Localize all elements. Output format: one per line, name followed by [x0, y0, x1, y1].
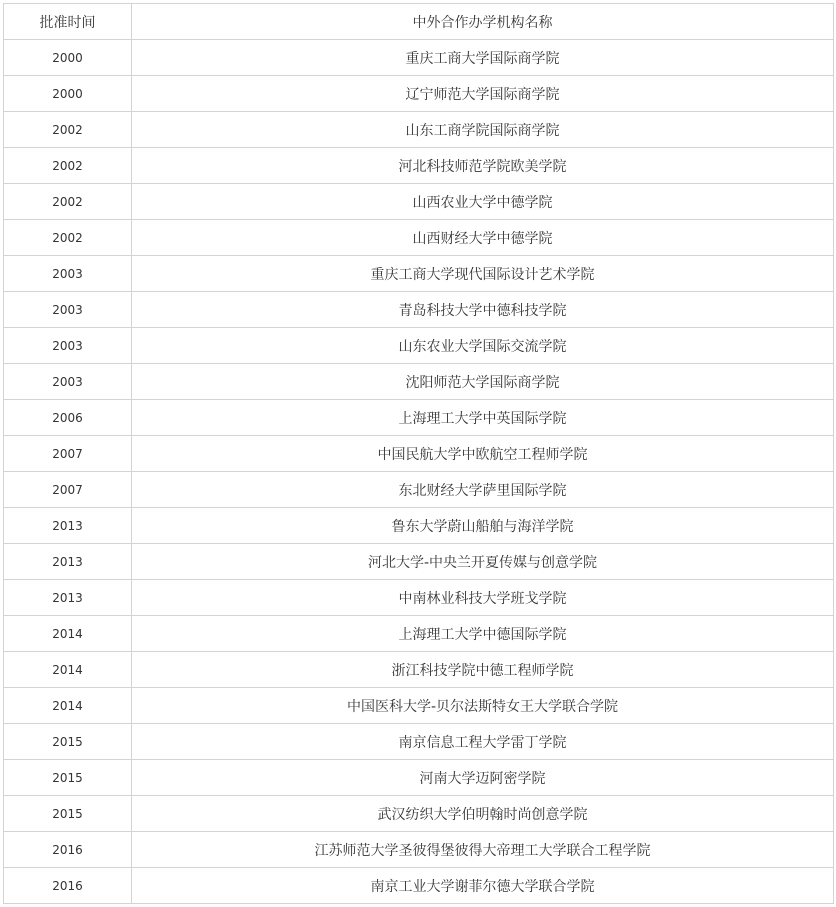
row-name: 武汉纺织大学伯明翰时尚创意学院: [132, 796, 834, 832]
table-row: [4, 652, 834, 688]
header-approval-time: 批准时间: [4, 4, 132, 40]
row-name: 青岛科技大学中德科技学院: [132, 292, 834, 328]
row-name: 山东农业大学国际交流学院: [132, 328, 834, 364]
row-year: 2006: [4, 400, 132, 436]
table-row: [4, 148, 834, 184]
row-year: 2002: [4, 184, 132, 220]
row-name: 山东工商学院国际商学院: [132, 112, 834, 148]
row-name: 辽宁师范大学国际商学院: [132, 76, 834, 112]
row-year: 2003: [4, 292, 132, 328]
table-row: [4, 796, 834, 832]
table-header-row: [4, 4, 834, 40]
row-name: 江苏师范大学圣彼得堡彼得大帝理工大学联合工程学院: [132, 832, 834, 868]
table-row: [4, 616, 834, 652]
row-name: 河南大学迈阿密学院: [132, 760, 834, 796]
row-name: 河北科技师范学院欧美学院: [132, 148, 834, 184]
row-year: 2014: [4, 688, 132, 724]
table-row: [4, 688, 834, 724]
row-name: 重庆工商大学现代国际设计艺术学院: [132, 256, 834, 292]
row-year: 2014: [4, 616, 132, 652]
row-name: 上海理工大学中德国际学院: [132, 616, 834, 652]
row-name: 中国民航大学中欧航空工程师学院: [132, 436, 834, 472]
row-year: 2000: [4, 40, 132, 76]
row-year: 2002: [4, 112, 132, 148]
table-container: [3, 3, 833, 904]
row-year: 2013: [4, 508, 132, 544]
row-year: 2002: [4, 148, 132, 184]
row-name: 鲁东大学蔚山船舶与海洋学院: [132, 508, 834, 544]
row-name: 浙江科技学院中德工程师学院: [132, 652, 834, 688]
row-year: 2013: [4, 580, 132, 616]
table-row: [4, 544, 834, 580]
row-year: 2000: [4, 76, 132, 112]
row-year: 2007: [4, 472, 132, 508]
table-row: [4, 400, 834, 436]
row-year: 2014: [4, 652, 132, 688]
row-name: 山西农业大学中德学院: [132, 184, 834, 220]
row-year: 2002: [4, 220, 132, 256]
row-year: 2003: [4, 364, 132, 400]
row-year: 2003: [4, 328, 132, 364]
table-row: [4, 256, 834, 292]
row-year: 2003: [4, 256, 132, 292]
table-row: [4, 832, 834, 868]
header-institution-name: 中外合作办学机构名称: [132, 4, 834, 40]
row-name: 沈阳师范大学国际商学院: [132, 364, 834, 400]
row-name: 上海理工大学中英国际学院: [132, 400, 834, 436]
table-row: [4, 508, 834, 544]
row-year: 2016: [4, 868, 132, 904]
row-year: 2015: [4, 724, 132, 760]
row-name: 南京工业大学谢菲尔德大学联合学院: [132, 868, 834, 904]
row-name: 南京信息工程大学雷丁学院: [132, 724, 834, 760]
table-row: [4, 868, 834, 904]
row-year: 2015: [4, 796, 132, 832]
table-row: [4, 184, 834, 220]
table-row: [4, 76, 834, 112]
table-row: [4, 112, 834, 148]
table-row: [4, 40, 834, 76]
table-row: [4, 724, 834, 760]
row-name: 中国医科大学-贝尔法斯特女王大学联合学院: [132, 688, 834, 724]
row-name: 山西财经大学中德学院: [132, 220, 834, 256]
row-year: 2016: [4, 832, 132, 868]
table-row: [4, 580, 834, 616]
table-row: [4, 328, 834, 364]
row-year: 2007: [4, 436, 132, 472]
row-name: 中南林业科技大学班戈学院: [132, 580, 834, 616]
table-row: [4, 364, 834, 400]
table-row: [4, 436, 834, 472]
table-row: [4, 292, 834, 328]
institutions-table: [3, 3, 834, 904]
table-row: [4, 472, 834, 508]
table-row: [4, 220, 834, 256]
table-row: [4, 760, 834, 796]
row-name: 河北大学-中央兰开夏传媒与创意学院: [132, 544, 834, 580]
row-name: 重庆工商大学国际商学院: [132, 40, 834, 76]
row-name: 东北财经大学萨里国际学院: [132, 472, 834, 508]
row-year: 2013: [4, 544, 132, 580]
row-year: 2015: [4, 760, 132, 796]
